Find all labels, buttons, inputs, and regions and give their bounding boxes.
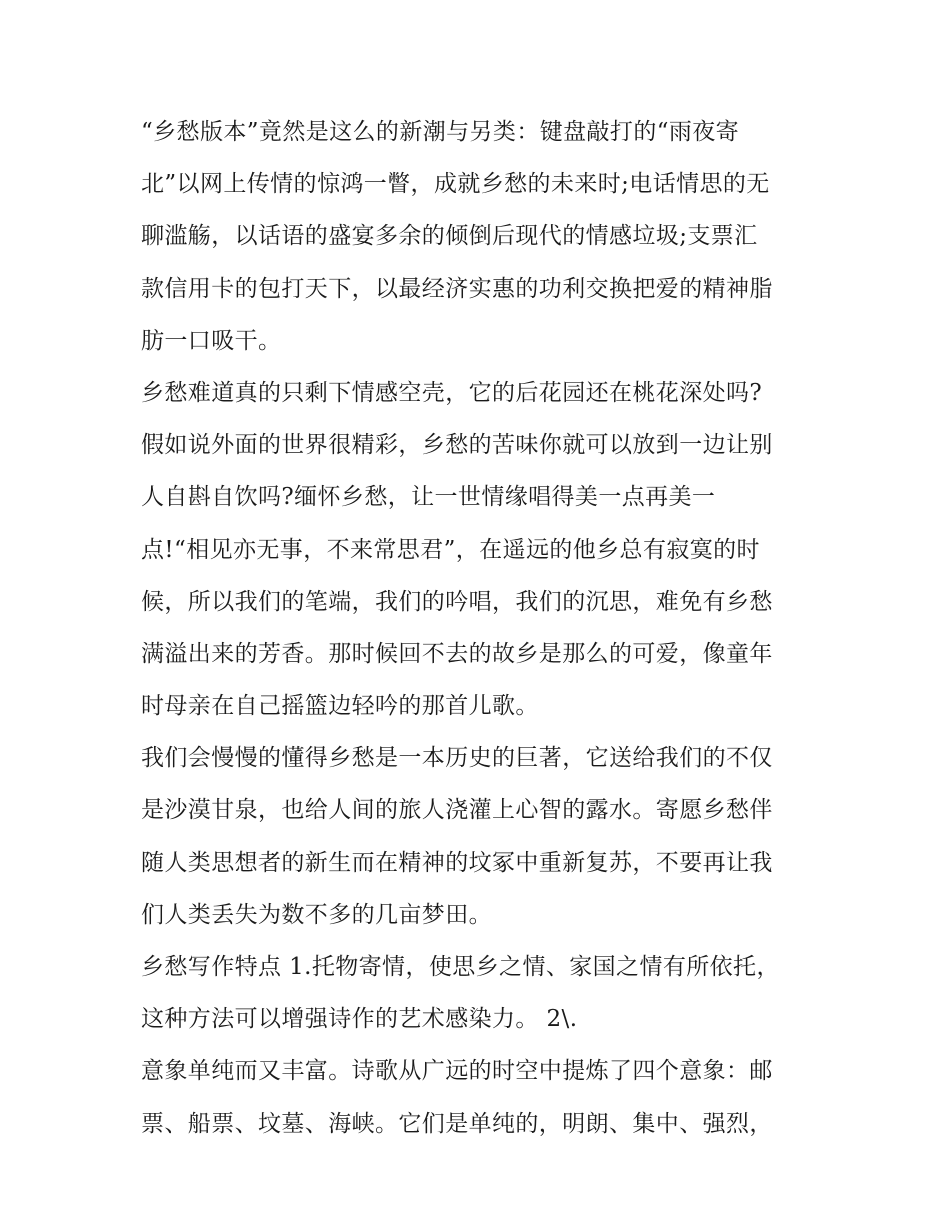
text-line: 候，所以我们的笔端，我们的吟唱，我们的沉思，难免有乡愁: [141, 588, 773, 615]
text-line: 人自斟自饮吗?缅怀乡愁，让一世情缘唱得美一点再美一: [141, 484, 716, 511]
text-line: 肪一口吸干。: [141, 327, 282, 354]
text-line: 这种方法可以增强诗作的艺术感染力。 2\.: [141, 1006, 578, 1033]
text-line: 北”以网上传情的惊鸿一瞥，成就乡愁的未来时;电话情思的无: [141, 171, 770, 198]
text-line: 随人类思想者的新生而在精神的坟冢中重新复苏，不要再让我: [141, 849, 773, 876]
text-line: 票、船票、坟墓、海峡。它们是单纯的，明朗、集中、强烈，: [141, 1110, 773, 1137]
text-line: 假如说外面的世界很精彩，乡愁的苦味你就可以放到一边让别: [141, 432, 773, 459]
text-line: 乡愁难道真的只剩下情感空壳，它的后花园还在桃花深处吗?: [141, 379, 763, 406]
text-line: 点!“相见亦无事，不来常思君”，在遥远的他乡总有寂寞的时: [141, 536, 760, 563]
text-line: 意象单纯而又丰富。诗歌从广远的时空中提炼了四个意象：邮: [141, 1058, 773, 1085]
text-line: 是沙漠甘泉，也给人间的旅人浇灌上心智的露水。寄愿乡愁伴: [141, 797, 773, 824]
text-line: 聊滥觞，以话语的盛宴多余的倾倒后现代的情感垃圾;支票汇: [141, 223, 758, 250]
text-line: 乡愁写作特点 1.托物寄情，使思乡之情、家国之情有所依托，: [141, 954, 780, 980]
text-line: 们人类丢失为数不多的几亩梦田。: [141, 901, 492, 928]
text-line: 我们会慢慢的懂得乡愁是一本历史的巨著，它送给我们的不仅: [141, 745, 773, 772]
document-body: [141, 106, 821, 1150]
text-line: 满溢出来的芳香。那时候回不去的故乡是那么的可爱，像童年: [141, 640, 773, 667]
text-line: 时母亲在自己摇篮边轻吟的那首儿歌。: [141, 693, 539, 720]
text-line: “乡愁版本”竟然是这么的新潮与另类：键盘敲打的“雨夜寄: [141, 119, 740, 145]
text-line: 款信用卡的包打天下，以最经济实惠的功利交换把爱的精神脂: [141, 275, 773, 302]
